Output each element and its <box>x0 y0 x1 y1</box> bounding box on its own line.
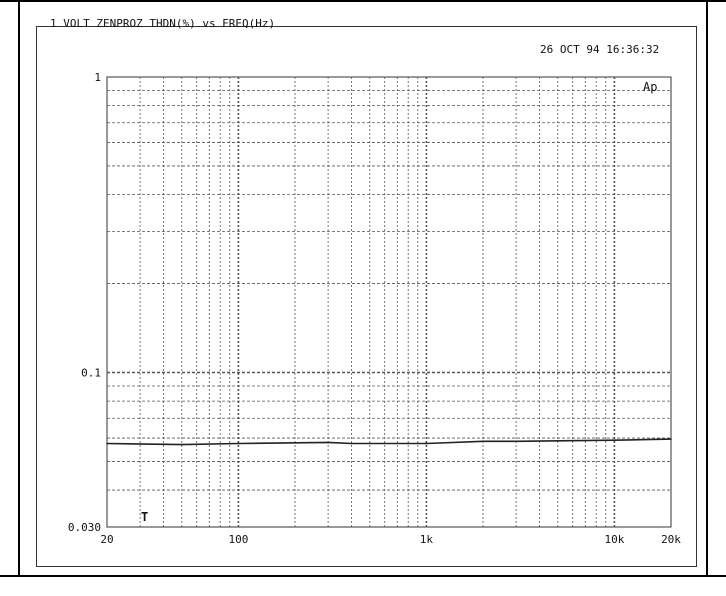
thdn-data-point <box>351 443 353 445</box>
frame-bottom-border <box>0 575 726 577</box>
y-tick-label: 0.030 <box>67 521 101 534</box>
frame-left-border <box>18 0 20 577</box>
thdn-vs-frequency-chart <box>37 27 698 568</box>
plot-frame <box>107 77 671 527</box>
thdn-data-point <box>482 440 484 442</box>
thdn-data-point <box>181 444 183 446</box>
chart-panel <box>36 26 697 567</box>
thdn-series-line <box>107 439 671 445</box>
thdn-data-point <box>426 443 428 445</box>
y-tick-label: 0.1 <box>81 366 101 380</box>
x-tick-label: 100 <box>228 533 249 546</box>
thdn-data-point <box>515 440 517 442</box>
trigger-marker-label: T <box>141 510 149 524</box>
legend-label: Ap <box>643 80 658 94</box>
thdn-data-point <box>614 439 616 441</box>
x-tick-label: 20 <box>100 533 114 546</box>
chart-title: 1 VOLT ZENPROZ THDN(%) vs FREQ(Hz) <box>50 17 276 30</box>
thdn-data-point <box>106 443 108 445</box>
x-tick-label: 1k <box>419 533 434 546</box>
x-tick-label: 20k <box>661 533 681 546</box>
x-tick-label: 10k <box>604 533 625 546</box>
chart-timestamp: 26 OCT 94 16:36:32 <box>540 43 660 56</box>
thdn-data-point <box>670 438 672 440</box>
thdn-data-point <box>327 442 329 444</box>
frame-right-border <box>706 0 708 577</box>
frame-top-border <box>0 0 726 2</box>
y-tick-label: 1 <box>94 71 101 84</box>
thdn-data-point <box>238 443 240 445</box>
